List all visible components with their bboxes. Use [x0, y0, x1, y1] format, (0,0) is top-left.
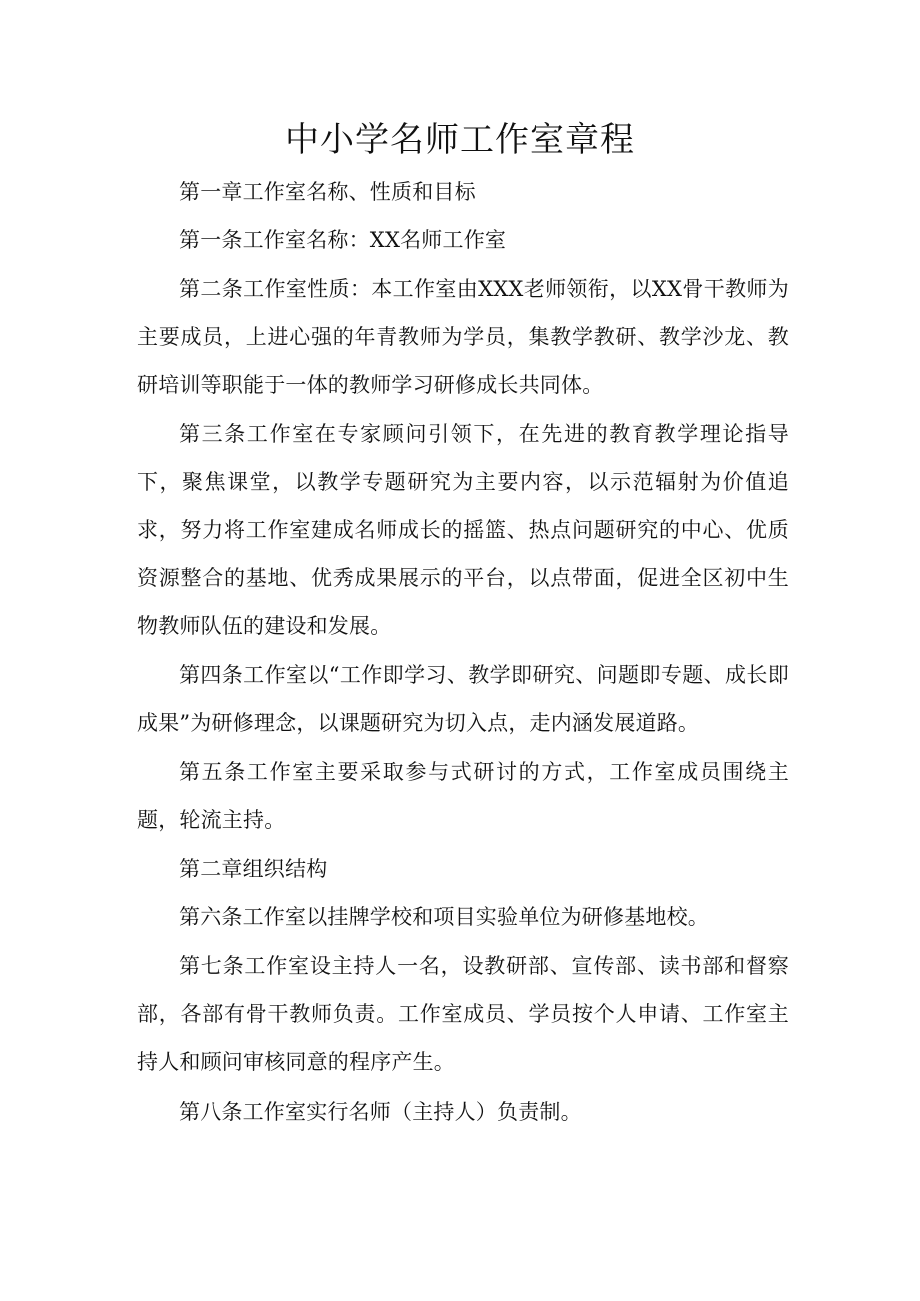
article-7: 第七条工作室设主持人一名，设教研部、宣传部、读书部和督察部，各部有骨干教师负责。工作室成员、学员按个人申请、工作室主持人和顾问审核同意的程序产生。 [137, 954, 789, 1074]
article-6: 第六条工作室以挂牌学校和项目实验单位为研修基地校。 [179, 905, 709, 929]
chapter-2-heading: 第二章组织结构 [179, 857, 328, 881]
article-8: 第八条工作室实行名师（主持人）负责制。 [179, 1100, 582, 1124]
chapter-1-heading: 第一章工作室名称、性质和目标 [179, 180, 476, 204]
article-4: 第四条工作室以“工作即学习、教学即研究、问题即专题、成长即成果”为研修理念，以课题研究为切入点，走内涵发展道路。 [137, 663, 789, 735]
article-1: 第一条工作室名称：XX名师工作室 [179, 228, 507, 252]
document-title: 中小学名师工作室章程 [285, 120, 635, 160]
article-3: 第三条工作室在专家顾问引领下，在先进的教育教学理论指导下，聚焦课堂，以教学专题研究为主要内容，以示范辐射为价值追求，努力将工作室建成名师成长的摇篮、热点问题研究的中心、优质资源整合的基地、优秀成果展示的平台，以点带面，促进全区初中生物教师队伍的建设和发展。 [137, 422, 789, 638]
article-2: 第二条工作室性质：本工作室由XXX老师领衔，以XX骨干教师为主要成员，上进心强的年青教师为学员，集教学教研、教学沙龙、教研培训等职能于一体的教师学习研修成长共同体。 [137, 277, 789, 397]
article-5: 第五条工作室主要采取参与式研讨的方式，工作室成员围绕主题，轮流主持。 [137, 760, 789, 832]
